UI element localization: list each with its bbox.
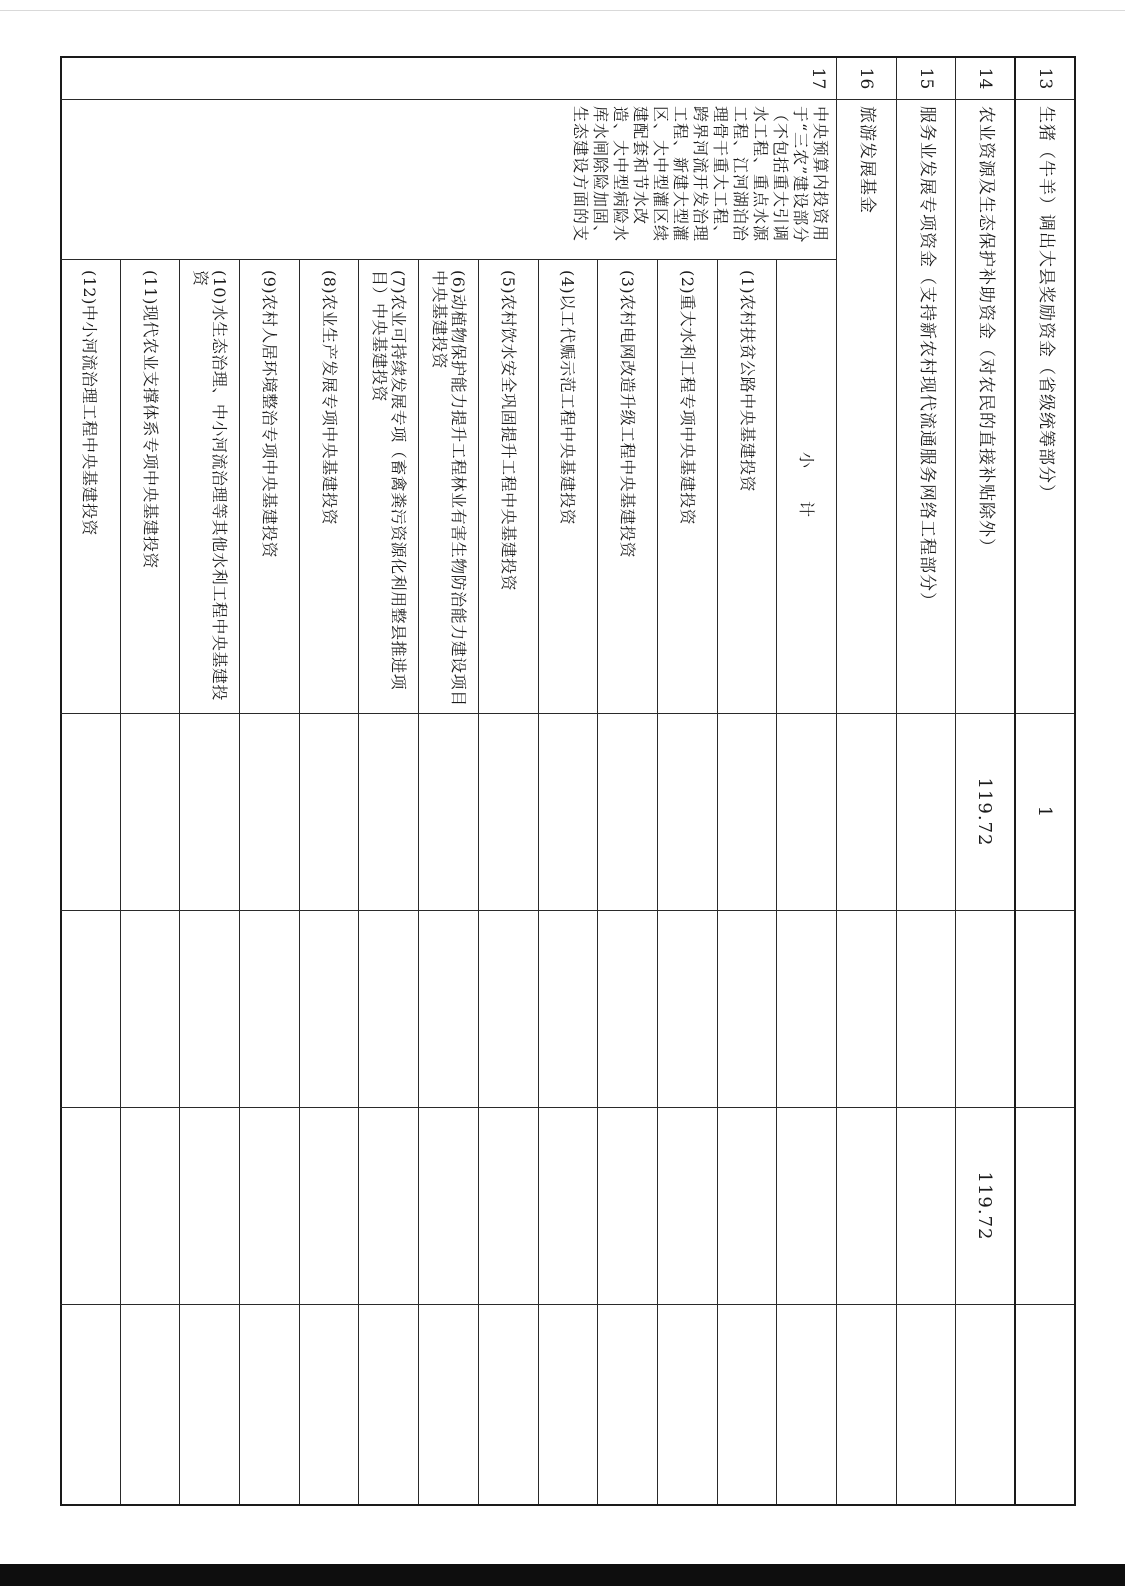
sub-item-value-2 bbox=[121, 911, 180, 1108]
group-17-block bbox=[60, 58, 836, 1504]
sub-item-value-3 bbox=[718, 1108, 777, 1305]
sub-item-value-1 bbox=[121, 714, 180, 911]
sub-item-value-1 bbox=[539, 714, 598, 911]
sub-table-row bbox=[60, 260, 120, 1504]
sub-item-value-4 bbox=[479, 1305, 538, 1504]
row-value-3 bbox=[837, 1108, 896, 1305]
row-name: 服务业发展专项资金（支持新农村现代流通服务网络工程部分） bbox=[897, 100, 955, 714]
table-row bbox=[896, 58, 955, 1504]
sub-item-value-3 bbox=[598, 1108, 657, 1305]
sub-item-value-2 bbox=[359, 911, 418, 1108]
sub-table-row bbox=[478, 260, 538, 1504]
sub-item-value-4 bbox=[658, 1305, 717, 1504]
sub-item-value-2 bbox=[718, 911, 777, 1108]
sub-item-name: (3)农村电网改造升级工程中央基建投资 bbox=[598, 260, 657, 714]
sub-item-value-2 bbox=[539, 911, 598, 1108]
sub-item-name: (1)农村扶贫公路中央基建投资 bbox=[718, 260, 777, 714]
group-name-cell bbox=[60, 100, 836, 260]
sub-table-row bbox=[717, 260, 777, 1504]
sub-item-value-2 bbox=[777, 911, 836, 1108]
sub-table-row bbox=[239, 260, 299, 1504]
subtotal-label: 小 计 bbox=[777, 260, 836, 714]
sub-item-value-3 bbox=[60, 1108, 120, 1305]
row-value-2 bbox=[1016, 911, 1074, 1108]
sub-item-value-2 bbox=[240, 911, 299, 1108]
sub-item-name: (7)农业可持续发展专项（畜禽粪污资源化利用整县推进项目）中央基建投资 bbox=[359, 260, 418, 714]
row-value-2 bbox=[897, 911, 955, 1108]
row-value-2 bbox=[956, 911, 1014, 1108]
group-number-cell bbox=[60, 58, 836, 100]
scan-bottom-band bbox=[0, 1564, 1125, 1586]
sub-item-value-1 bbox=[240, 714, 299, 911]
row-value-4 bbox=[897, 1305, 955, 1504]
sub-item-value-1 bbox=[359, 714, 418, 911]
sub-item-value-1 bbox=[777, 714, 836, 911]
group-name: 中央预算内投资用于“三农”建设部分（不包括重大引调水工程、重点水源工程、江河湖泊治理骨干重大工程、跨界河流开发治理工程、新建大型灌区、大中型灌区续建配套和节水改造、大中型病险水库水闸除险加固、生态建设方面的支 bbox=[571, 106, 830, 244]
sub-item-value-1 bbox=[598, 714, 657, 911]
sub-item-name: (10)水生态治理、中小河流治理等其他水利工程中央基建投资 bbox=[180, 260, 239, 714]
sub-item-value-3 bbox=[300, 1108, 359, 1305]
sub-table-row bbox=[538, 260, 598, 1504]
row-number: 13 bbox=[1016, 58, 1074, 100]
sub-rows bbox=[60, 260, 836, 1504]
sub-item-name: (9)农村人居环境整治专项中央基建投资 bbox=[240, 260, 299, 714]
sub-item-value-4 bbox=[180, 1305, 239, 1504]
row-number: 14 bbox=[956, 58, 1014, 100]
row-value-4 bbox=[837, 1305, 896, 1504]
sub-item-value-4 bbox=[359, 1305, 418, 1504]
table-row bbox=[1014, 58, 1074, 1504]
sub-item-value-1 bbox=[180, 714, 239, 911]
funding-table bbox=[60, 56, 1076, 1506]
sub-item-value-1 bbox=[300, 714, 359, 911]
sub-item-value-4 bbox=[300, 1305, 359, 1504]
sub-item-value-3 bbox=[539, 1108, 598, 1305]
row-value-3: 119.72 bbox=[956, 1108, 1014, 1305]
row-value-3 bbox=[1016, 1108, 1074, 1305]
sub-item-value-3 bbox=[359, 1108, 418, 1305]
group-number: 17 bbox=[808, 67, 828, 90]
row-value-1 bbox=[897, 714, 955, 911]
sub-item-value-3 bbox=[180, 1108, 239, 1305]
sub-item-value-3 bbox=[658, 1108, 717, 1305]
sub-table-row bbox=[597, 260, 657, 1504]
sub-item-value-2 bbox=[658, 911, 717, 1108]
sub-item-value-3 bbox=[240, 1108, 299, 1305]
row-value-4 bbox=[1016, 1305, 1074, 1504]
sub-item-value-4 bbox=[60, 1305, 120, 1504]
sub-item-value-4 bbox=[419, 1305, 478, 1504]
row-value-1: 1 bbox=[1016, 714, 1074, 911]
row-number: 15 bbox=[897, 58, 955, 100]
scan-edge-line bbox=[0, 10, 1125, 11]
sub-table-row bbox=[776, 260, 836, 1504]
sub-item-value-4 bbox=[598, 1305, 657, 1504]
table-row bbox=[836, 58, 896, 1504]
sub-table-row bbox=[299, 260, 359, 1504]
sub-item-value-3 bbox=[121, 1108, 180, 1305]
sub-item-value-3 bbox=[419, 1108, 478, 1305]
sub-table-row bbox=[120, 260, 180, 1504]
sub-item-name: (12)中小河流治理工程中央基建投资 bbox=[60, 260, 120, 714]
rotated-table-wrapper bbox=[60, 56, 1076, 1506]
sub-item-value-2 bbox=[60, 911, 120, 1108]
sub-item-value-2 bbox=[479, 911, 538, 1108]
sub-item-name: (6)动植物保护能力提升工程林业有害生物防治能力建设项目中央基建投资 bbox=[419, 260, 478, 714]
row-value-1 bbox=[837, 714, 896, 911]
sub-item-value-1 bbox=[419, 714, 478, 911]
sub-item-value-4 bbox=[240, 1305, 299, 1504]
row-number: 16 bbox=[837, 58, 896, 100]
sub-item-name: (5)农村饮水安全巩固提升工程中央基建投资 bbox=[479, 260, 538, 714]
sub-item-value-4 bbox=[777, 1305, 836, 1504]
row-value-3 bbox=[897, 1108, 955, 1305]
sub-item-value-1 bbox=[60, 714, 120, 911]
sub-table-row bbox=[179, 260, 239, 1504]
sub-item-name: (2)重大水利工程专项中央基建投资 bbox=[658, 260, 717, 714]
sub-item-value-1 bbox=[658, 714, 717, 911]
sub-item-value-4 bbox=[718, 1305, 777, 1504]
sub-item-value-3 bbox=[777, 1108, 836, 1305]
sub-table-row bbox=[418, 260, 478, 1504]
sub-item-value-2 bbox=[598, 911, 657, 1108]
sub-table-row bbox=[657, 260, 717, 1504]
row-name: 生猪（牛羊）调出大县奖励资金（省级统筹部分） bbox=[1016, 100, 1074, 714]
sub-item-name: (8)农业生产发展专项中央基建投资 bbox=[300, 260, 359, 714]
sub-item-value-2 bbox=[419, 911, 478, 1108]
sub-item-name: (4)以工代赈示范工程中央基建投资 bbox=[539, 260, 598, 714]
sub-item-value-1 bbox=[718, 714, 777, 911]
sub-item-value-4 bbox=[121, 1305, 180, 1504]
sub-table-row bbox=[358, 260, 418, 1504]
row-name: 旅游发展基金 bbox=[837, 100, 896, 714]
row-value-1: 119.72 bbox=[956, 714, 1014, 911]
row-value-2 bbox=[837, 911, 896, 1108]
sub-item-value-2 bbox=[180, 911, 239, 1108]
sub-item-value-3 bbox=[479, 1108, 538, 1305]
row-name: 农业资源及生态保护补助资金（对农民的直接补贴除外） bbox=[956, 100, 1014, 714]
sub-item-value-2 bbox=[300, 911, 359, 1108]
sub-item-value-1 bbox=[479, 714, 538, 911]
row-value-4 bbox=[956, 1305, 1014, 1504]
sub-item-value-4 bbox=[539, 1305, 598, 1504]
sub-item-name: (11)现代农业支撑体系专项中央基建投资 bbox=[121, 260, 180, 714]
table-row bbox=[955, 58, 1014, 1504]
